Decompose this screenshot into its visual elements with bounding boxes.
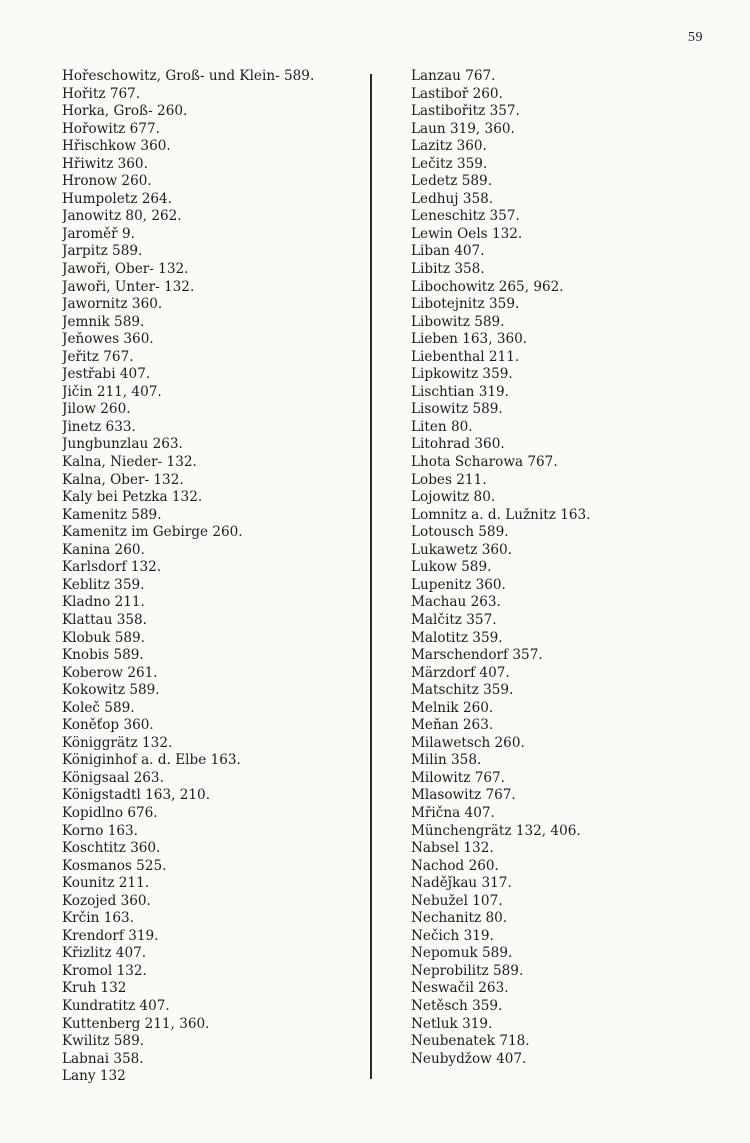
- index-entry: Machau 263.: [411, 594, 501, 611]
- index-entry: Ledhuj 358.: [411, 190, 494, 207]
- index-entry: Kosmanos 525.: [62, 857, 167, 874]
- index-column-right: [411, 68, 721, 1068]
- index-entry: Liban 407.: [411, 243, 485, 260]
- index-entry: Jilow 260.: [62, 401, 131, 418]
- index-entry: Mlasowitz 767.: [411, 787, 516, 804]
- index-entry: Knobis 589.: [62, 647, 144, 664]
- page-number: 59: [688, 30, 703, 45]
- index-entry: Neprobilitz 589.: [411, 962, 524, 979]
- index-entry: Korno 163.: [62, 822, 139, 839]
- index-entry: Lazitz 360.: [411, 138, 487, 155]
- index-entry: Malotitz 359.: [411, 629, 503, 646]
- index-entry: Klattau 358.: [62, 611, 147, 628]
- index-entry: Nachod 260.: [411, 857, 499, 874]
- index-entry: Kalna, Nieder- 132.: [62, 454, 197, 471]
- index-entry: Liebenthal 211.: [411, 348, 520, 365]
- index-entry: Kundratitz 407.: [62, 997, 170, 1014]
- index-entry: Kwilitz 589.: [62, 1033, 145, 1050]
- index-entry: Hřiwitz 360.: [62, 155, 148, 172]
- index-entry: Neswačil 263.: [411, 980, 509, 997]
- index-entry: Königsaal 263.: [62, 769, 164, 786]
- index-entry: Milowitz 767.: [411, 769, 505, 786]
- index-entry: Kladno 211.: [62, 594, 145, 611]
- index-entry: Nechanitz 80.: [411, 910, 508, 927]
- index-entry: Nabsel 132.: [411, 840, 494, 857]
- index-entry: Lojowitz 80.: [411, 489, 496, 506]
- index-entry: Kaly bei Petzka 132.: [62, 489, 203, 506]
- index-entry: Libitz 358.: [411, 261, 485, 278]
- index-entry: Litohrad 360.: [411, 436, 505, 453]
- index-entry: Koschtitz 360.: [62, 840, 161, 857]
- index-entry: Kromol 132.: [62, 962, 147, 979]
- index-entry: Laun 319, 360.: [411, 120, 515, 137]
- index-entry: Jestřabi 407.: [62, 366, 151, 383]
- index-entry: Lastibořitz 357.: [411, 103, 520, 120]
- index-entry: Märzdorf 407.: [411, 664, 510, 681]
- index-entry: Jarpitz 589.: [62, 243, 143, 260]
- index-entry: Kanina 260.: [62, 541, 145, 558]
- index-entry: Hořowitz 677.: [62, 120, 160, 137]
- index-entry: Kounitz 211.: [62, 875, 150, 892]
- index-entry: Lečitz 359.: [411, 155, 488, 172]
- index-entry: Lotousch 589.: [411, 524, 509, 541]
- index-entry: Neubenatek 718.: [411, 1033, 530, 1050]
- index-entry: Königgrätz 132.: [62, 734, 173, 751]
- index-entry: Lupenitz 360.: [411, 576, 506, 593]
- index-entry: Koberow 261.: [62, 664, 158, 681]
- column-divider: [370, 74, 372, 1079]
- index-entry: Meňan 263.: [411, 717, 494, 734]
- index-entry: Libochowitz 265, 962.: [411, 278, 564, 295]
- index-entry: Nepomuk 589.: [411, 945, 513, 962]
- index-entry: Melnik 260.: [411, 699, 494, 716]
- index-entry: Krčin 163.: [62, 910, 134, 927]
- index-entry: Lanzau 767.: [411, 68, 496, 84]
- index-entry: Marschendorf 357.: [411, 647, 543, 664]
- index-entry: Jičin 211, 407.: [62, 383, 162, 400]
- index-entry: Leneschitz 357.: [411, 208, 520, 225]
- index-entry: Humpoletz 264.: [62, 190, 172, 207]
- index-entry: Liten 80.: [411, 418, 473, 435]
- index-entry: Koleč 589.: [62, 699, 135, 716]
- index-entry: Jungbunzlau 263.: [62, 436, 183, 453]
- index-entry: Jawornitz 360.: [62, 296, 163, 313]
- index-entry: Kopidlno 676.: [62, 804, 158, 821]
- index-entry: Netěsch 359.: [411, 997, 503, 1014]
- index-entry: Lipkowitz 359.: [411, 366, 513, 383]
- index-entry: Milin 358.: [411, 752, 482, 769]
- index-entry: Lobes 211.: [411, 471, 487, 488]
- index-entry: Lewin Oels 132.: [411, 225, 523, 242]
- index-entry: Nebužel 107.: [411, 892, 503, 909]
- index-entry: Netluk 319.: [411, 1015, 493, 1032]
- index-entry: Jinetz 633.: [62, 418, 136, 435]
- index-entry: Mřična 407.: [411, 804, 495, 821]
- index-entry: Karlsdorf 132.: [62, 559, 162, 576]
- index-entry: Lukawetz 360.: [411, 541, 513, 558]
- index-entry: Lany 132: [62, 1068, 126, 1085]
- index-entry: Naděǰkau 317.: [411, 875, 512, 892]
- index-entry: Klobuk 589.: [62, 629, 145, 646]
- index-entry: Kalna, Ober- 132.: [62, 471, 184, 488]
- index-entry: Lisowitz 589.: [411, 401, 503, 418]
- index-entry: Libotejnitz 359.: [411, 296, 520, 313]
- index-entry: Lischtian 319.: [411, 383, 509, 400]
- index-entry: Lukow 589.: [411, 559, 492, 576]
- index-column-left: [62, 68, 352, 1086]
- index-entry: Münchengrätz 132, 406.: [411, 822, 581, 839]
- index-entry: Koněťop 360.: [62, 717, 154, 734]
- index-entry: Labnai 358.: [62, 1050, 144, 1067]
- index-entry: Lieben 163, 360.: [411, 331, 528, 348]
- index-entry: Ledetz 589.: [411, 173, 493, 190]
- index-entry: Milawetsch 260.: [411, 734, 525, 751]
- index-entry: Jawoři, Unter- 132.: [62, 278, 195, 295]
- index-entry: Křizlitz 407.: [62, 945, 147, 962]
- index-entry: Königinhof a. d. Elbe 163.: [62, 752, 241, 769]
- index-entry: Lastiboř 260.: [411, 85, 503, 102]
- index-entry: Neubydžow 407.: [411, 1050, 527, 1067]
- index-entry: Horka, Groß- 260.: [62, 103, 188, 120]
- index-entry: Nečich 319.: [411, 927, 494, 944]
- index-entry: Janowitz 80, 262.: [62, 208, 182, 225]
- index-entry: Lhota Scharowa 767.: [411, 454, 558, 471]
- index-entry: Hřischkow 360.: [62, 138, 171, 155]
- index-entry: Hořeschowitz, Groß- und Klein- 589.: [62, 68, 315, 84]
- index-entry: Hořitz 767.: [62, 85, 141, 102]
- index-entry: Kruh 132: [62, 980, 127, 997]
- index-entry: Kokowitz 589.: [62, 682, 160, 699]
- index-entry: Königstadtl 163, 210.: [62, 787, 211, 804]
- index-entry: Kamenitz 589.: [62, 506, 162, 523]
- index-entry: Jaroměř 9.: [62, 225, 135, 242]
- index-entry: Lomnitz a. d. Lužnitz 163.: [411, 506, 591, 523]
- index-entry: Matschitz 359.: [411, 682, 514, 699]
- index-entry: Libowitz 589.: [411, 313, 505, 330]
- index-entry: Kuttenberg 211, 360.: [62, 1015, 210, 1032]
- index-entry: Jawoři, Ober- 132.: [62, 261, 189, 278]
- index-entry: Kamenitz im Gebirge 260.: [62, 524, 243, 541]
- index-entry: Krendorf 319.: [62, 927, 159, 944]
- index-entry: Malčitz 357.: [411, 611, 497, 628]
- index-entry: Jeňowes 360.: [62, 331, 154, 348]
- index-entry: Keblitz 359.: [62, 576, 145, 593]
- index-entry: Kozojed 360.: [62, 892, 151, 909]
- index-entry: Hronow 260.: [62, 173, 152, 190]
- index-entry: Jemnik 589.: [62, 313, 145, 330]
- index-entry: Jeřitz 767.: [62, 348, 134, 365]
